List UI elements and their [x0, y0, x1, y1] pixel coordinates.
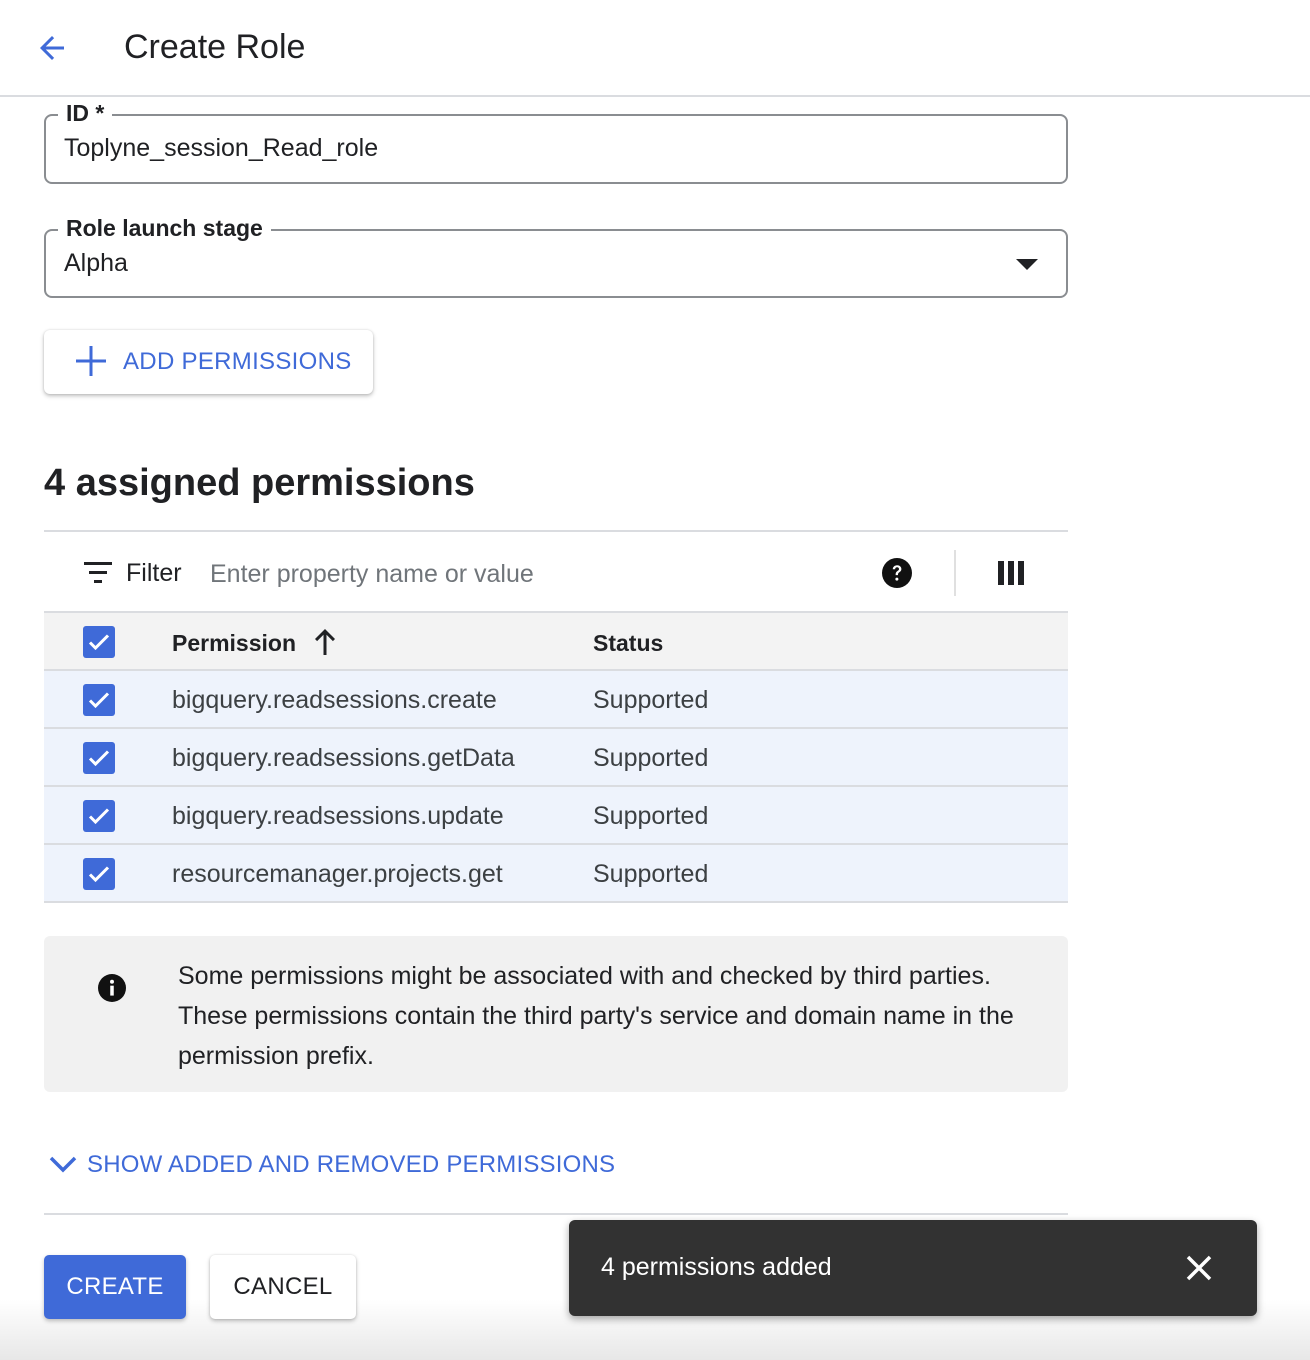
row-checkbox[interactable]: [83, 800, 115, 832]
column-header-status: Status: [593, 630, 664, 656]
assigned-permissions-heading: 4 assigned permissions: [44, 462, 475, 504]
snackbar-message: 4 permissions added: [601, 1253, 832, 1281]
checkmark-icon: [87, 689, 111, 711]
third-party-info-notice: [44, 936, 1068, 1092]
filter-input[interactable]: [210, 554, 850, 594]
filter-icon[interactable]: [84, 562, 114, 584]
role-launch-stage-select[interactable]: [44, 215, 1068, 298]
cancel-button[interactable]: CANCEL: [210, 1255, 356, 1319]
id-field-value[interactable]: Toplyne_session_Read_role: [64, 134, 379, 162]
checkmark-icon: [87, 631, 111, 653]
row-checkbox[interactable]: [83, 742, 115, 774]
permissions-table: [44, 613, 1068, 903]
row-checkbox[interactable]: [83, 858, 115, 890]
role-launch-stage-label: Role launch stage: [58, 215, 271, 242]
plus-icon: [76, 346, 106, 376]
divider: [44, 1213, 1068, 1215]
permission-name: resourcemanager.projects.get: [172, 860, 503, 888]
snackbar-close-button[interactable]: [1181, 1250, 1217, 1286]
show-added-removed-label: SHOW ADDED AND REMOVED PERMISSIONS: [87, 1151, 616, 1178]
checkmark-icon: [87, 863, 111, 885]
role-launch-stage-value: Alpha: [64, 249, 128, 277]
table-header-row: [44, 613, 1068, 671]
filter-label: Filter: [126, 559, 182, 587]
permission-status: Supported: [593, 802, 709, 830]
info-icon: [98, 974, 126, 1002]
back-button[interactable]: [30, 26, 74, 70]
close-icon: [1185, 1254, 1213, 1282]
permission-status: Supported: [593, 860, 709, 888]
help-icon[interactable]: [882, 558, 912, 588]
id-field-label: ID *: [58, 100, 112, 127]
chevron-down-icon: [48, 1154, 78, 1176]
table-row[interactable]: [44, 787, 1068, 845]
create-button[interactable]: CREATE: [44, 1255, 186, 1319]
select-all-checkbox[interactable]: [83, 626, 115, 658]
column-header-permission[interactable]: Permission: [172, 630, 296, 656]
permission-name: bigquery.readsessions.getData: [172, 744, 515, 772]
permission-name: bigquery.readsessions.create: [172, 686, 497, 714]
toolbar-divider: [954, 550, 956, 596]
sort-ascending-icon[interactable]: [312, 627, 338, 657]
checkmark-icon: [87, 805, 111, 827]
permission-status: Supported: [593, 744, 709, 772]
add-permissions-button[interactable]: [44, 330, 373, 394]
top-app-bar: [0, 0, 1310, 97]
snackbar: [569, 1220, 1257, 1316]
table-row[interactable]: [44, 845, 1068, 903]
filter-bar: [44, 530, 1068, 613]
table-row[interactable]: [44, 729, 1068, 787]
arrow-back-icon: [34, 30, 70, 66]
add-permissions-label: ADD PERMISSIONS: [123, 348, 352, 375]
dropdown-arrow-icon[interactable]: [1016, 259, 1038, 270]
row-checkbox[interactable]: [83, 684, 115, 716]
checkmark-icon: [87, 747, 111, 769]
permission-name: bigquery.readsessions.update: [172, 802, 504, 830]
page-title: Create Role: [124, 28, 306, 66]
id-field[interactable]: [44, 100, 1068, 184]
info-text: Some permissions might be associated with and checked by third parties. These permissions contain the third party's service and domain name in the permission prefix.: [178, 962, 1014, 1070]
column-display-icon[interactable]: [998, 561, 1024, 585]
table-row[interactable]: [44, 671, 1068, 729]
permission-status: Supported: [593, 686, 709, 714]
